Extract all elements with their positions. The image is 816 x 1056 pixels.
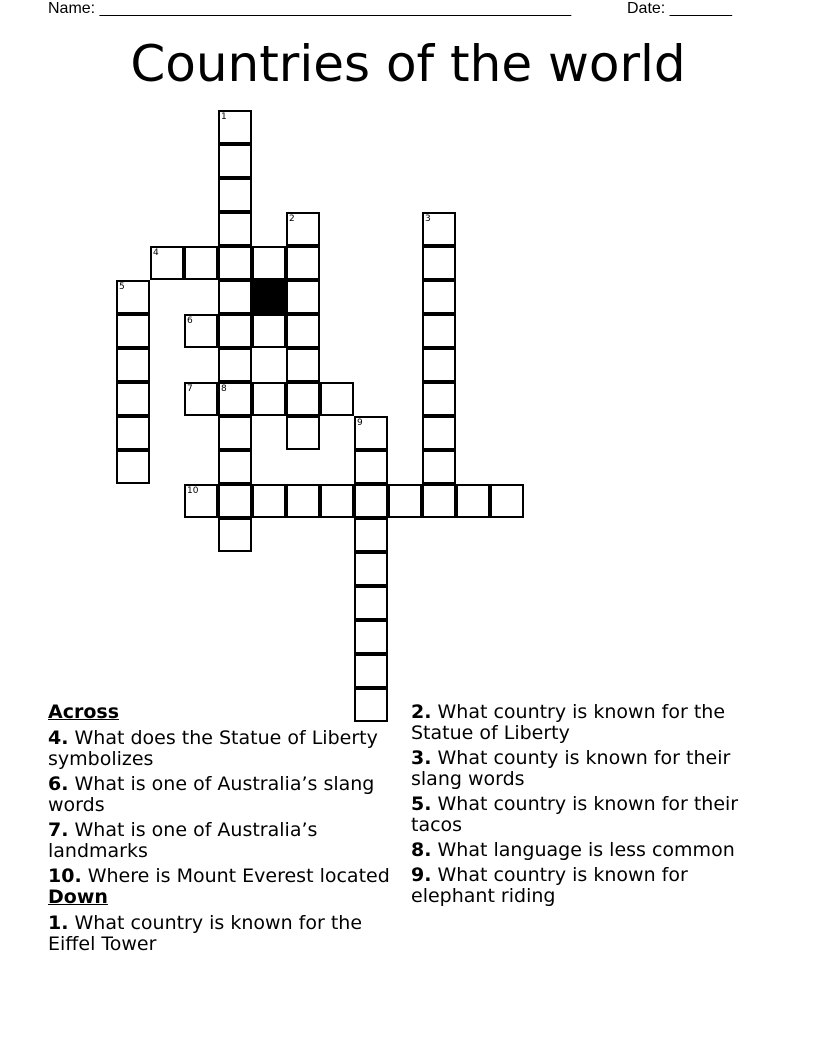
grid-cell[interactable]: [354, 654, 388, 688]
clue-text: What country is known for elephant riding: [411, 864, 688, 907]
grid-cell[interactable]: [422, 280, 456, 314]
grid-cell[interactable]: [354, 620, 388, 654]
grid-cell[interactable]: [388, 484, 422, 518]
grid-cell[interactable]: [184, 382, 218, 416]
down-clue: [411, 748, 763, 790]
across-clue-list: [48, 728, 400, 887]
grid-cell[interactable]: [354, 586, 388, 620]
grid-cell[interactable]: [184, 314, 218, 348]
clue-text: What country is known for the Statue of Liberty: [411, 701, 726, 744]
grid-cell[interactable]: [490, 484, 524, 518]
grid-cell[interactable]: [422, 348, 456, 382]
clue-number-label: 1: [221, 112, 227, 122]
grid-cell[interactable]: [218, 280, 252, 314]
grid-cell[interactable]: [286, 246, 320, 280]
clue-number: 9.: [411, 864, 432, 886]
grid-cell[interactable]: [252, 484, 286, 518]
grid-cell[interactable]: [354, 416, 388, 450]
clue-number: 5.: [411, 793, 432, 815]
grid-cell[interactable]: [286, 348, 320, 382]
across-clue: [48, 820, 400, 862]
across-clue: [48, 728, 400, 770]
down-clue-list-left: [48, 913, 400, 955]
grid-cell[interactable]: [422, 314, 456, 348]
clue-number: 3.: [411, 747, 432, 769]
grid-cell[interactable]: [184, 246, 218, 280]
down-clue-list-right: [411, 702, 763, 907]
down-clue: [411, 865, 763, 907]
grid-cell[interactable]: [286, 382, 320, 416]
clue-text: What country is known for their tacos: [411, 793, 739, 836]
grid-cell[interactable]: [286, 416, 320, 450]
grid-cell[interactable]: [116, 450, 150, 484]
grid-cell[interactable]: [218, 382, 252, 416]
down-clue: [48, 913, 400, 955]
grid-cell[interactable]: [422, 212, 456, 246]
grid-cell[interactable]: [218, 484, 252, 518]
clue-number: 6.: [48, 773, 69, 795]
grid-cell[interactable]: [286, 484, 320, 518]
grid-cell[interactable]: [422, 416, 456, 450]
clue-text: What language is less common: [431, 839, 735, 861]
grid-cell[interactable]: [354, 552, 388, 586]
clues-left-column: [48, 702, 400, 959]
clue-number: 10.: [48, 865, 82, 887]
grid-cell[interactable]: [218, 450, 252, 484]
grid-cell[interactable]: [422, 450, 456, 484]
grid-cell[interactable]: [218, 518, 252, 552]
grid-cell[interactable]: [354, 484, 388, 518]
clue-text: What county is known for their slang words: [411, 747, 731, 790]
clue-number-label: 4: [153, 248, 159, 258]
clue-text: What is one of Australia’s landmarks: [48, 819, 318, 862]
clue-number: 2.: [411, 701, 432, 723]
clue-number-label: 6: [187, 316, 193, 326]
grid-cell[interactable]: [218, 178, 252, 212]
grid-cell[interactable]: [320, 484, 354, 518]
grid-cell[interactable]: [252, 314, 286, 348]
clue-text: What country is known for the Eiffel Tower: [48, 912, 363, 955]
down-heading: Down: [48, 886, 108, 908]
name-field-label[interactable]: Name: _____________________________________________________: [48, 0, 572, 17]
grid-cell[interactable]: [218, 416, 252, 450]
clue-text: What is one of Australia’s slang words: [48, 773, 375, 816]
down-clue: [411, 702, 763, 744]
down-clue: [411, 840, 763, 861]
grid-cell[interactable]: [116, 280, 150, 314]
grid-cell[interactable]: [286, 280, 320, 314]
grid-cell[interactable]: [116, 382, 150, 416]
clue-number-label: 5: [119, 282, 125, 292]
clue-number-label: 9: [357, 418, 363, 428]
clue-number: 7.: [48, 819, 69, 841]
grid-cell[interactable]: [320, 382, 354, 416]
clue-number-label: 7: [187, 384, 193, 394]
grid-cell[interactable]: [354, 450, 388, 484]
across-clue: [48, 774, 400, 816]
grid-block-cell: [252, 280, 286, 314]
clue-number-label: 8: [221, 384, 227, 394]
grid-cell[interactable]: [252, 246, 286, 280]
clue-number-label: 2: [289, 214, 295, 224]
grid-cell[interactable]: [218, 314, 252, 348]
across-heading: Across: [48, 701, 120, 723]
clue-number-label: 3: [425, 214, 431, 224]
grid-cell[interactable]: [422, 382, 456, 416]
clue-number-label: 10: [187, 486, 199, 496]
grid-cell[interactable]: [218, 144, 252, 178]
grid-cell[interactable]: [116, 314, 150, 348]
grid-cell[interactable]: [150, 246, 184, 280]
across-clue: [48, 866, 400, 887]
clue-number: 1.: [48, 912, 69, 934]
clue-text: What does the Statue of Liberty symbolizes: [48, 727, 378, 770]
puzzle-title: Countries of the world: [130, 35, 686, 93]
clue-number: 4.: [48, 727, 69, 749]
grid-cell[interactable]: [286, 212, 320, 246]
grid-cell[interactable]: [286, 314, 320, 348]
grid-cell[interactable]: [116, 348, 150, 382]
grid-cell[interactable]: [184, 484, 218, 518]
grid-cell[interactable]: [354, 518, 388, 552]
grid-cell[interactable]: [456, 484, 490, 518]
grid-cell[interactable]: [218, 246, 252, 280]
grid-cell[interactable]: [422, 246, 456, 280]
clue-number: 8.: [411, 839, 432, 861]
date-field-label[interactable]: Date: _______: [627, 0, 732, 17]
grid-cell[interactable]: [252, 382, 286, 416]
grid-cell[interactable]: [218, 348, 252, 382]
clues-right-column: [411, 702, 763, 911]
grid-cell[interactable]: [218, 212, 252, 246]
grid-cell[interactable]: [116, 416, 150, 450]
grid-cell[interactable]: [422, 484, 456, 518]
down-clue: [411, 794, 763, 836]
grid-cell[interactable]: [218, 110, 252, 144]
clue-text: Where is Mount Everest located: [81, 865, 390, 887]
